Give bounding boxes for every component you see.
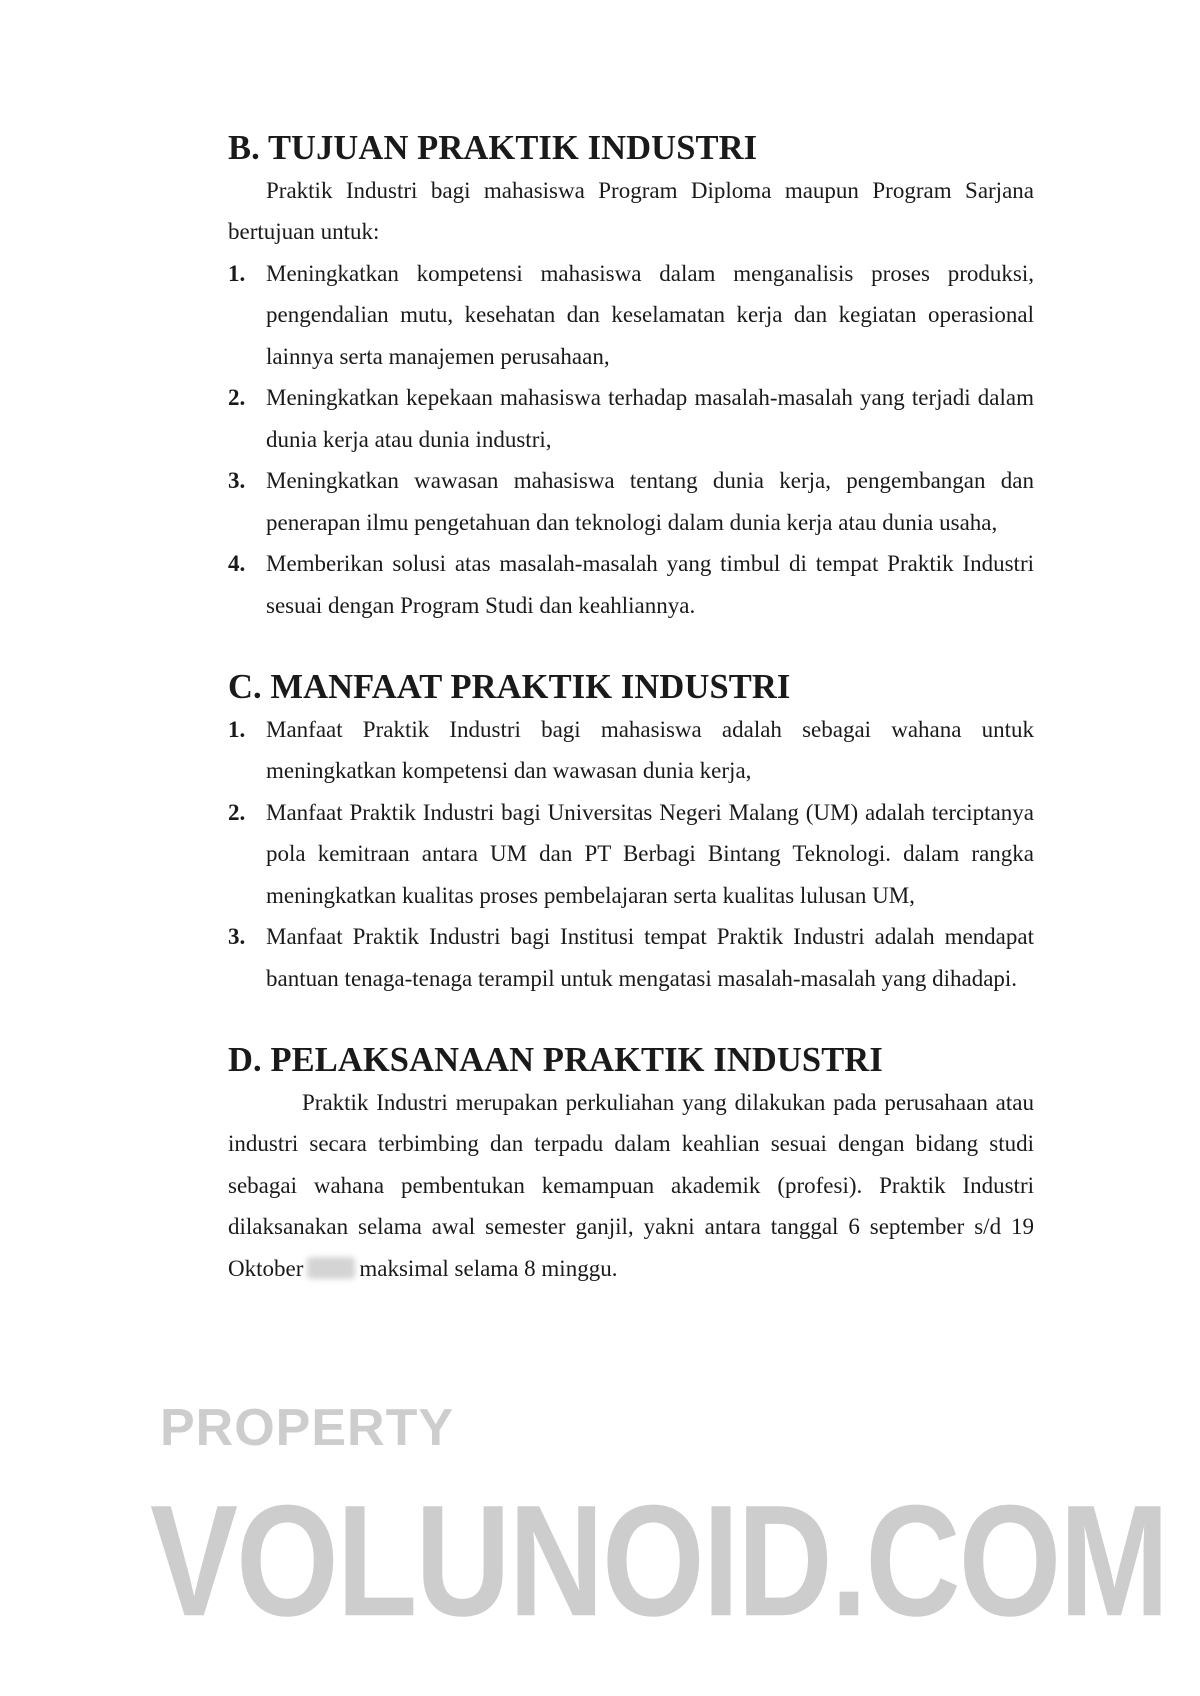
section-d-heading: D. PELAKSANAAN PRAKTIK INDUSTRI (228, 1041, 883, 1079)
section-d-paragraph (228, 1082, 1034, 1290)
list-number: 2. (228, 385, 246, 410)
list-item-text: Meningkatkan kompetensi mahasiswa dalam menganalisis proses produksi, pengendalian mutu, kesehatan dan keselamatan kerja dan kegiatan operasional lainnya serta manajemen perusahaan, (266, 260, 1034, 369)
document-page (228, 128, 1034, 1289)
list-number: 3. (228, 924, 246, 949)
list-item (228, 709, 1034, 792)
redacted-year-blur (307, 1257, 355, 1279)
section-b-list (228, 253, 1034, 627)
list-item (228, 377, 1034, 460)
list-item-text: Memberikan solusi atas masalah-masalah yang timbul di tempat Praktik Industri sesuai dengan Program Studi dan keahliannya. (266, 551, 1034, 618)
list-item (228, 916, 1034, 999)
list-number: 2. (228, 799, 246, 825)
section-d-text: Praktik Industri merupakan perkuliahan yang dilakukan pada perusahaan atau industri secara terbimbing dan terpadu dalam keahlian sesuai dengan bidang studi sebagai wahana pembentukan kemampuan akademik (profesi). Praktik Industri dilaksanakan selama awal semester ganjil, yakni antara tanggal 6 september s/d 19 Oktober (228, 1089, 1034, 1281)
section-c-list (228, 709, 1034, 1000)
list-item-text: Meningkatkan wawasan mahasiswa tentang dunia kerja, pengembangan dan penerapan ilmu pengetahuan dan teknologi dalam dunia kerja atau dunia usaha, (266, 468, 1034, 535)
section-spacer (228, 999, 1034, 1040)
list-number: 3. (228, 468, 246, 493)
list-item-text: Meningkatkan kepekaan mahasiswa terhadap masalah-masalah yang terjadi dalam dunia kerja atau dunia industri, (266, 385, 1034, 452)
list-number: 1. (228, 716, 246, 742)
list-item-text: Manfaat Praktik Industri bagi Universitas Negeri Malang (UM) adalah terciptanya pola kemitraan antara UM dan PT Berbagi Bintang Teknologi. dalam rangka meningkatkan kualitas proses pembelajaran serta kualitas lulusan UM, (266, 799, 1034, 908)
section-b-intro: Praktik Industri bagi mahasiswa Program Diploma maupun Program Sarjana bertujuan untuk: (228, 177, 1034, 244)
section-d-text-end: maksimal selama 8 minggu. (359, 1255, 618, 1281)
list-item (228, 792, 1034, 917)
list-item-text: Manfaat Praktik Industri bagi mahasiswa adalah sebagai wahana untuk meningkatkan kompetensi dan wawasan dunia kerja, (266, 716, 1034, 783)
watermark-site: VOLUNOID.COM (150, 1472, 1168, 1649)
section-c-heading: C. MANFAAT PRAKTIK INDUSTRI (228, 668, 791, 706)
section-b-heading: B. TUJUAN PRAKTIK INDUSTRI (228, 129, 758, 167)
list-number: 4. (228, 551, 246, 576)
section-spacer (228, 626, 1034, 667)
list-item-text: Manfaat Praktik Industri bagi Institusi tempat Praktik Industri adalah mendapat bantuan tenaga-tenaga terampil untuk mengatasi masalah-masalah yang dihadapi. (266, 924, 1034, 991)
list-item (228, 460, 1034, 543)
watermark-property: PROPERTY (160, 1399, 455, 1457)
list-number: 1. (228, 260, 246, 286)
list-item (228, 253, 1034, 378)
list-item (228, 543, 1034, 626)
